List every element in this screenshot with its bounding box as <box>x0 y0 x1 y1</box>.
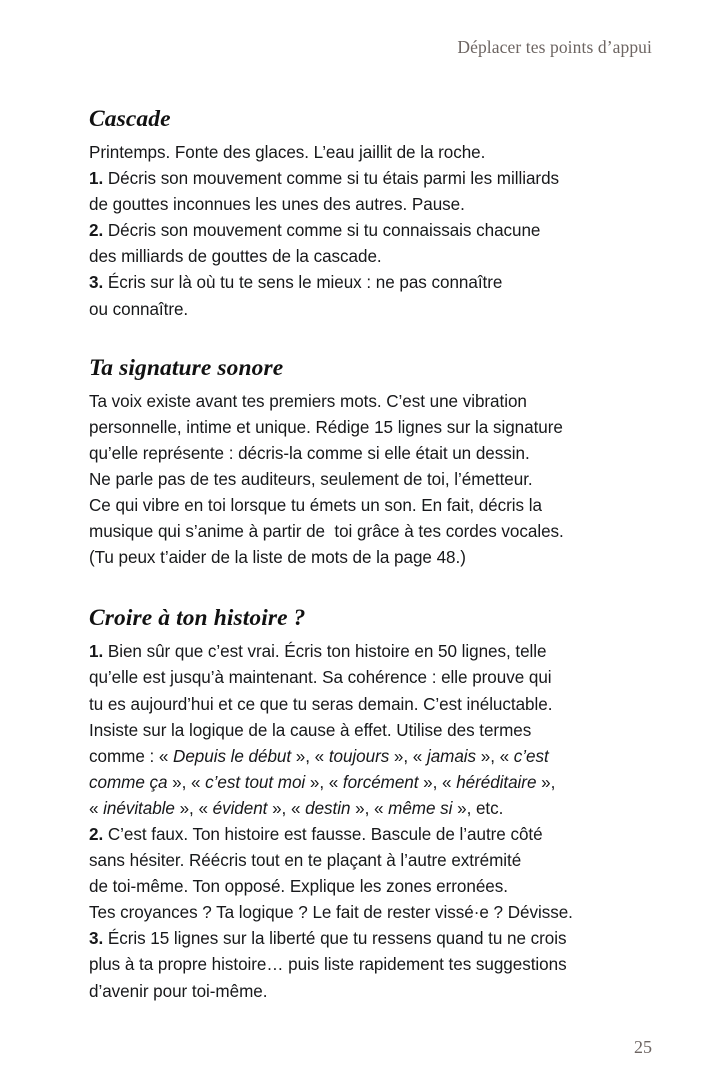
list-marker: 2. <box>89 824 104 844</box>
guillemet-open: « <box>158 746 174 766</box>
section-signature-sonore <box>89 353 655 572</box>
quoted-term: héréditaire <box>456 772 537 792</box>
running-header: Déplacer tes points d’appui <box>457 37 652 57</box>
section-title: Ta signature sonore <box>89 354 284 381</box>
guillemet-open: « <box>314 746 329 766</box>
body-line: C’est faux. Ton histoire est fausse. Bascule de l’autre côté <box>103 824 543 844</box>
body-line: des milliards de gouttes de la cascade. <box>89 247 382 267</box>
term-separator: , <box>550 772 560 792</box>
section-title: Cascade <box>89 106 171 132</box>
list-marker: 2. <box>89 221 104 241</box>
body-line: Ce qui vibre en toi lorsque tu émets un son. En fait, décris la <box>89 496 542 516</box>
guillemet-open: « <box>198 798 213 818</box>
body-line: qu’elle représente : décris-la comme si elle était un dessin. <box>89 443 530 463</box>
guillemet-open: « <box>191 772 206 792</box>
body-line: d’avenir pour toi-même. <box>89 981 268 1001</box>
section-body <box>89 639 655 1004</box>
quoted-term: c’est tout moi <box>205 772 306 792</box>
term-separator: , <box>281 798 291 818</box>
list-marker: 1. <box>89 642 104 662</box>
list-marker: 3. <box>89 273 104 293</box>
quoted-term: inévitable <box>103 798 175 818</box>
guillemet-close: » <box>389 746 404 766</box>
guillemet-open: « <box>412 746 427 766</box>
body-line: (Tu peux t’aider de la liste de mots de la page 48.) <box>89 548 466 568</box>
body-line: Écris sur là où tu te sens le mieux : ne pas connaître <box>103 273 503 293</box>
body-line: personnelle, intime et unique. Rédige 15 lignes sur la signature <box>89 417 563 437</box>
body-line: Printemps. Fonte des glaces. L’eau jaillit de la roche. <box>89 143 486 162</box>
term-separator: , <box>364 798 374 818</box>
body-line: Tes croyances ? Ta logique ? Le fait de rester vissé·e ? Dévisse. <box>89 903 573 923</box>
guillemet-open: « <box>442 772 457 792</box>
term-separator: , <box>403 746 413 766</box>
guillemet-open: « <box>290 798 306 818</box>
body-line: tu es aujourd’hui et ce que tu seras demain. C’est inéluctable. <box>89 694 553 714</box>
quoted-term: destin <box>305 798 351 818</box>
quoted-term: Depuis le début <box>173 746 292 766</box>
quoted-terms-trailing: , etc. <box>466 798 504 818</box>
quoted-term: forcément <box>342 772 419 792</box>
page-number: 25 <box>634 1037 652 1057</box>
term-separator: , <box>490 746 500 766</box>
section-body <box>89 140 655 323</box>
body-line: Décris son mouvement comme si tu étais parmi les milliards <box>103 169 560 189</box>
quoted-term-continuation: comme ça <box>89 772 168 792</box>
section-title: Croire à ton histoire ? <box>89 605 306 632</box>
list-marker: 3. <box>89 929 104 949</box>
body-line: de toi-même. Ton opposé. Explique les zones erronées. <box>89 877 508 897</box>
body-line: Ta voix existe avant tes premiers mots. C’est une vibration <box>89 391 527 411</box>
term-separator: , <box>319 772 329 792</box>
guillemet-open: « <box>328 772 343 792</box>
body-line: Bien sûr que c’est vrai. Écris ton histoire en 50 lignes, telle <box>103 642 547 662</box>
body-line: Ne parle pas de tes auditeurs, seulement de toi, l’émetteur. <box>89 469 533 489</box>
body-line: Insiste sur la logique de la cause à effet. Utilise des termes <box>89 720 532 740</box>
guillemet-close: » <box>291 746 306 766</box>
quoted-term: c’est <box>513 746 549 766</box>
term-separator: , <box>181 772 192 792</box>
body-line: Écris 15 lignes sur la liberté que tu ressens quand tu ne crois <box>103 929 567 949</box>
body-line: Décris son mouvement comme si tu connaissais chacune <box>103 221 541 241</box>
quoted-term: jamais <box>426 746 477 766</box>
body-line: plus à ta propre histoire… puis liste rapidement tes suggestions <box>89 955 567 975</box>
guillemet-close: » <box>476 746 491 766</box>
guillemet-open: « <box>89 798 104 818</box>
section-cascade <box>89 104 655 323</box>
guillemet-close: » <box>267 798 282 818</box>
section-body <box>89 389 655 572</box>
body-line: ou connaître. <box>89 299 189 319</box>
text-column <box>89 104 655 1005</box>
guillemet-close: » <box>167 772 182 792</box>
guillemet-close: » <box>536 772 551 792</box>
quoted-terms-lead-in: comme : <box>89 746 159 766</box>
quoted-term: même si <box>388 798 453 818</box>
guillemet-close: » <box>452 798 467 818</box>
body-line: musique qui s’anime à partir de toi grâce à tes cordes vocales. <box>89 522 564 542</box>
guillemet-close: » <box>174 798 190 818</box>
body-line: de gouttes inconnues les unes des autres. Pause. <box>89 195 465 215</box>
guillemet-open: « <box>499 746 514 766</box>
guillemet-open: « <box>374 798 389 818</box>
body-line: qu’elle est jusqu’à maintenant. Sa cohérence : elle prouve qui <box>89 668 552 688</box>
guillemet-close: » <box>350 798 365 818</box>
quoted-term: toujours <box>328 746 390 766</box>
list-marker: 1. <box>89 169 104 189</box>
quoted-term: évident <box>212 798 268 818</box>
term-separator: , <box>432 772 443 792</box>
section-croire-a-ton-histoire <box>89 603 655 1004</box>
term-separator: , <box>189 798 199 818</box>
term-separator: , <box>305 746 315 766</box>
quoted-terms-run <box>89 747 560 818</box>
body-line: sans hésiter. Réécris tout en te plaçant à l’autre extrémité <box>89 851 522 871</box>
guillemet-close: » <box>418 772 433 792</box>
guillemet-close: » <box>305 772 320 792</box>
